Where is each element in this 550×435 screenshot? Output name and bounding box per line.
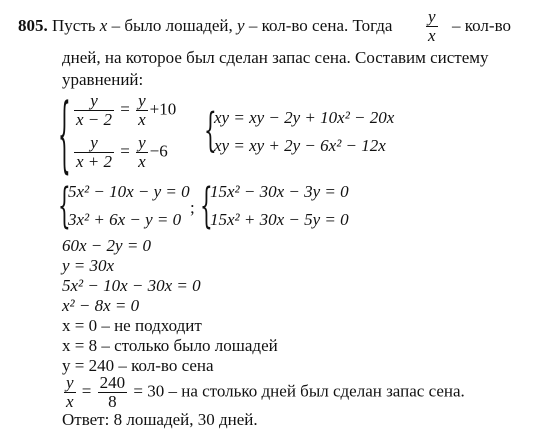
answer: Ответ: 8 лошадей, 30 дней.	[62, 410, 258, 429]
intro-text-2: – было лошадей,	[107, 16, 238, 35]
problem-line-1	[18, 16, 392, 36]
system-1-eq-1: $\frac{y}{x - 2}$ = $\frac{y}{x}$ +10	[76, 91, 177, 129]
intro-text-4: – кол-во	[452, 16, 511, 35]
system-2-eq-1: xy = xy − 2y + 10x² − 20x	[214, 108, 395, 127]
system-2-brace: {	[204, 102, 217, 158]
final-text: = 30 – на столько дней был сделан запас сена.	[133, 381, 465, 401]
fraction-y-over-x: $\frac{y}{x}$	[428, 7, 436, 45]
step-6: x = 8 – столько было лошадей	[62, 336, 278, 355]
system-1-brace: {	[58, 84, 71, 183]
system-separator: ;	[190, 198, 195, 217]
problem-number: 805.	[18, 16, 48, 35]
var-y: y	[237, 16, 245, 35]
problem-line-3: уравнений:	[62, 70, 144, 89]
system-3-eq-2: 3x² + 6x − y = 0	[68, 210, 182, 229]
step-2: y = 30x	[62, 256, 115, 275]
var-x: x	[99, 16, 108, 35]
system-1-eq-2: $\frac{y}{x + 2}$ = $\frac{y}{x}$ −6	[76, 133, 168, 171]
step-7: y = 240 – кол-во сена	[62, 356, 214, 375]
step-1: 60x − 2y = 0	[62, 236, 152, 255]
system-3-brace: {	[58, 176, 71, 234]
system-2-eq-2: xy = xy + 2y − 6x² − 12x	[214, 136, 386, 155]
system-4-eq-2: 15x² + 30x − 5y = 0	[210, 210, 349, 229]
system-3-eq-1: 5x² − 10x − y = 0	[68, 182, 190, 201]
final-line: $\frac{y}{x}$ = $\frac{240}{8}$ = 30 – на столько дней был сделан запас сена.	[66, 373, 465, 411]
intro-text-1: Пусть	[52, 16, 100, 35]
step-3: 5x² − 10x − 30x = 0	[62, 276, 201, 295]
system-4-brace: {	[200, 176, 213, 234]
step-4: x² − 8x = 0	[62, 296, 140, 315]
problem-line-2: дней, на которое был сделан запас сена. Составим систему	[62, 48, 489, 67]
intro-text-3: – кол-во сена. Тогда	[244, 16, 393, 35]
step-5: x = 0 – не подходит	[62, 316, 202, 335]
system-4-eq-1: 15x² − 30x − 3y = 0	[210, 182, 349, 201]
